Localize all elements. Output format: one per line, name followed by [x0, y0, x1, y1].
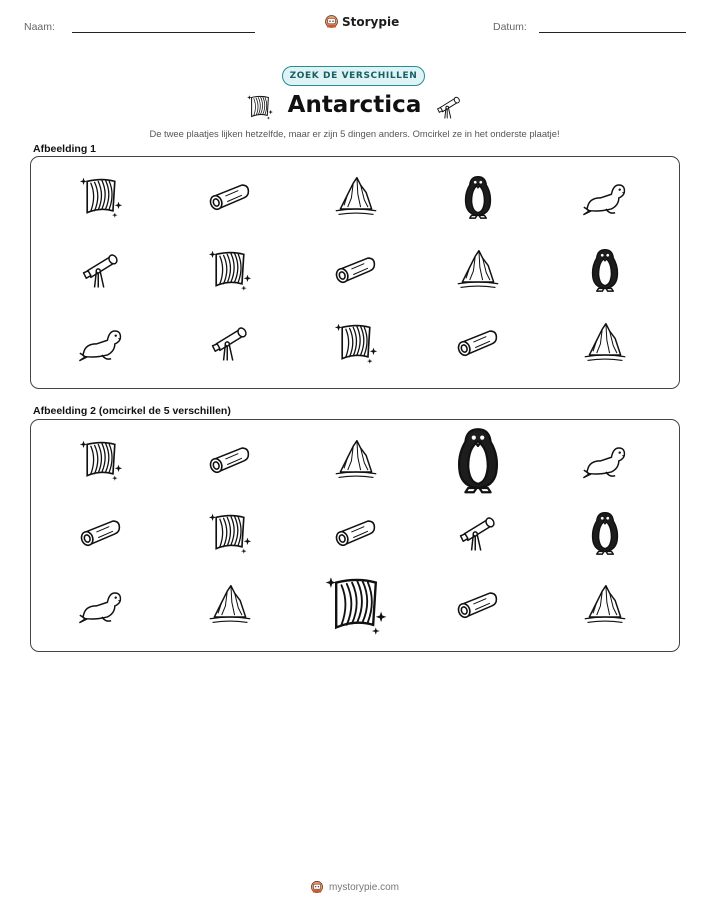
ice-log-icon[interactable] — [333, 510, 379, 556]
iceberg-icon — [582, 320, 628, 366]
telescope-icon — [207, 320, 253, 366]
footer — [0, 880, 709, 894]
aurora-icon[interactable] — [323, 572, 389, 638]
iceberg-icon[interactable] — [582, 582, 628, 628]
date-label: Datum: — [493, 21, 527, 33]
aurora-icon — [333, 320, 379, 366]
aurora-icon — [78, 174, 124, 220]
picture2-label: Afbeelding 2 (omcirkel de 5 verschillen) — [33, 405, 231, 417]
name-field[interactable] — [72, 32, 255, 33]
ice-log-icon[interactable] — [455, 582, 501, 628]
penguin-icon — [455, 174, 501, 220]
ice-log-icon — [207, 174, 253, 220]
aurora-icon[interactable] — [78, 437, 124, 483]
brand-name: Storypie — [342, 14, 400, 29]
penguin-icon[interactable] — [582, 510, 628, 556]
telescope-icon — [78, 247, 124, 293]
aurora-icon — [207, 247, 253, 293]
page-title: Antarctica — [287, 92, 422, 118]
penguin-icon — [582, 247, 628, 293]
picture1-label: Afbeelding 1 — [33, 143, 97, 155]
aurora-icon[interactable] — [207, 510, 253, 556]
title-telescope-icon — [434, 92, 464, 122]
seal-icon — [78, 320, 124, 366]
iceberg-icon — [333, 174, 379, 220]
ice-log-icon[interactable] — [78, 510, 124, 556]
storypie-logo — [324, 14, 399, 29]
date-field[interactable] — [539, 32, 686, 33]
ice-log-icon[interactable] — [207, 437, 253, 483]
name-label: Naam: — [24, 21, 55, 33]
ice-log-icon — [455, 320, 501, 366]
penguin-icon[interactable] — [443, 425, 513, 495]
storypie-mascot-icon — [324, 14, 339, 29]
iceberg-icon — [455, 247, 501, 293]
seal-icon — [582, 174, 628, 220]
seal-icon[interactable] — [78, 582, 124, 628]
storypie-mascot-icon — [310, 880, 324, 894]
seal-icon[interactable] — [582, 437, 628, 483]
iceberg-icon[interactable] — [333, 437, 379, 483]
telescope-icon[interactable] — [455, 510, 501, 556]
iceberg-icon[interactable] — [207, 582, 253, 628]
footer-site: mystorypie.com — [328, 881, 399, 893]
activity-badge: ZOEK DE VERSCHILLEN — [282, 66, 425, 86]
instructions: De twee plaatjes lijken hetzelfde, maar er zijn 5 dingen anders. Omcirkel ze in het onderste plaatje! — [149, 128, 560, 139]
ice-log-icon — [333, 247, 379, 293]
